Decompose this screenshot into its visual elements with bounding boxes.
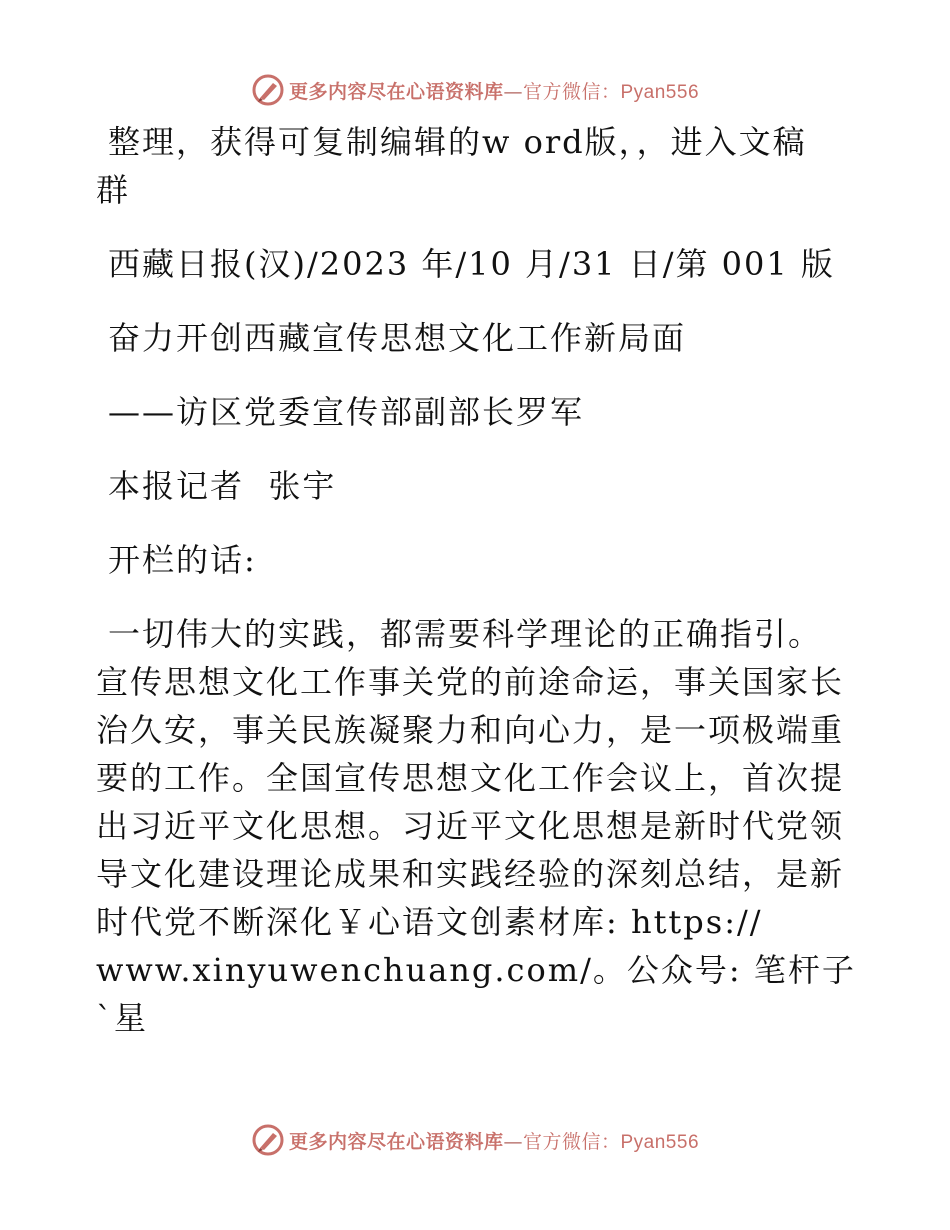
footer-text [289,1127,699,1154]
intro-line-2: 群 [96,171,131,209]
subheadline: ——访区党委宣传部副部长罗军 [108,393,585,431]
source-line: 西藏日报(汉)/2023 年/10 月/31 日/第 001 版 [108,245,835,283]
document-body [96,118,856,1042]
header-brand: 更多内容尽在心语资料库 [288,80,504,103]
paragraph-line: 一切伟大的实践，都需要科学理论的正确指引。 [108,615,823,653]
headline: 奋力开创西藏宣传思想文化工作新局面 [108,319,687,357]
column-label: 开栏的话: [108,541,257,579]
page-footer-watermark [0,1120,950,1160]
paragraph-line: 时代党不断深化￥心语文创素材库: https:// [96,903,763,941]
paragraph-line: 宣传思想文化工作事关党的前途命运，事关国家长 [96,663,845,701]
paragraph-line: 导文化建设理论成果和实践经验的深刻总结，是新 [96,855,845,893]
intro-line-1: 整理，获得可复制编辑的w ord版，，进入文稿 [108,123,807,161]
pen-logo-icon [251,1123,285,1157]
footer-brand: 更多内容尽在心语资料库 [288,1130,504,1153]
footer-wechat-id: Pyan556 [620,1131,700,1153]
paragraph-line: 要的工作。全国宣传思想文化工作会议上，首次提 [96,759,845,797]
paragraph-line: www.xinyuwenchuang.com/。公众号: 笔杆子`星 [96,951,856,1037]
header-wechat-id: Pyan556 [620,81,700,103]
byline: 本报记者 张宇 [108,467,337,505]
footer-wechat-label: 官方微信： [522,1130,621,1153]
footer-separator: — [503,1130,523,1153]
pen-logo-icon [251,73,285,107]
header-wechat-label: 官方微信： [522,80,621,103]
page-header-watermark [0,70,950,110]
paragraph-line: 治久安，事关民族凝聚力和向心力，是一项极端重 [96,711,845,749]
paragraph-line: 出习近平文化思想。习近平文化思想是新时代党领 [96,807,845,845]
header-separator: — [503,80,523,103]
header-text [289,77,699,104]
